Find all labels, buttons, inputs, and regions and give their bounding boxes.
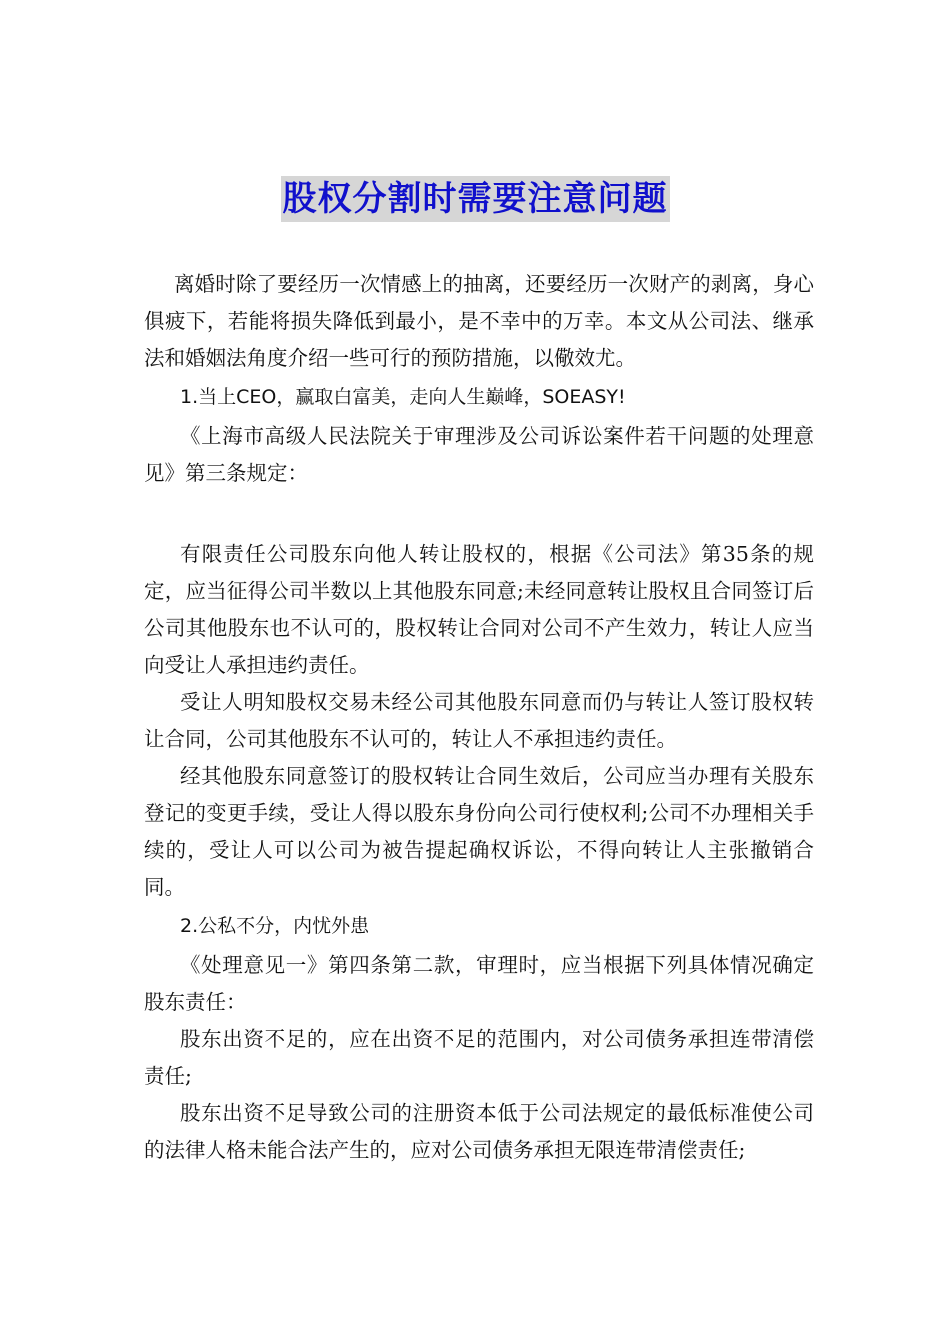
document-title: 股权分割时需要注意问题 xyxy=(281,176,670,222)
section-heading-1: 1.当上CEO，赢取白富美，走向人生巅峰，SOEASY! xyxy=(180,386,626,408)
document-body xyxy=(144,266,814,1169)
paragraph-rule-1: 有限责任公司股东向他人转让股权的，根据《公司法》第35条的规定，应当征得公司半数以上其他股东同意;未经同意转让股权且合同签订后公司其他股东也不认可的，股权转让合同对公司不产生效力，转让人应当向受让人承担违约责任。 xyxy=(144,542,814,677)
title-container xyxy=(0,176,950,222)
paragraph-rule-5: 股东出资不足导致公司的注册资本低于公司法规定的最低标准使公司的法律人格未能合法产生的，应对公司债务承担无限连带清偿责任; xyxy=(144,1101,814,1162)
paragraph-rule-2: 受让人明知股权交易未经公司其他股东同意而仍与转让人签订股权转让合同，公司其他股东不认可的，转让人不承担违约责任。 xyxy=(144,690,814,751)
paragraph-intro: 离婚时除了要经历一次情感上的抽离，还要经历一次财产的剥离，身心俱疲下，若能将损失降低到最小，是不幸中的万幸。本文从公司法、继承法和婚姻法角度介绍一些可行的预防措施，以儆效尤。 xyxy=(144,272,814,370)
paragraph-rule-4: 股东出资不足的，应在出资不足的范围内，对公司债务承担连带清偿责任; xyxy=(144,1027,814,1088)
paragraph-citation-1: 《上海市高级人民法院关于审理涉及公司诉讼案件若干问题的处理意见》第三条规定： xyxy=(144,424,814,485)
paragraph-rule-3: 经其他股东同意签订的股权转让合同生效后，公司应当办理有关股东登记的变更手续，受让人得以股东身份向公司行使权利;公司不办理相关手续的，受让人可以公司为被告提起确权诉讼，不得向转让人主张撤销合同。 xyxy=(144,764,814,899)
section-heading-2: 2.公私不分，内忧外患 xyxy=(180,915,370,937)
paragraph-citation-2: 《处理意见一》第四条第二款，审理时，应当根据下列具体情况确定股东责任： xyxy=(144,953,814,1014)
